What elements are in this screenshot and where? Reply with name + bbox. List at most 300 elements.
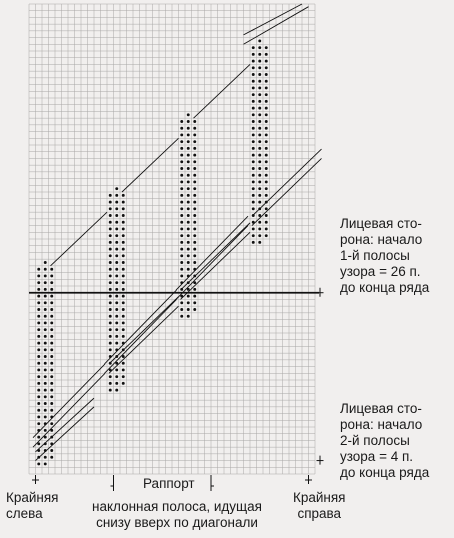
purl-dot <box>122 274 125 277</box>
purl-dot <box>44 348 47 351</box>
edge-stitch-right-label: Крайняя справа <box>293 490 346 521</box>
purl-dot <box>50 355 53 358</box>
purl-dot <box>258 147 261 150</box>
purl-dot <box>187 174 190 177</box>
purl-dot <box>37 429 40 432</box>
purl-dot <box>258 107 261 110</box>
purl-dot <box>122 368 125 371</box>
purl-dot <box>187 241 190 244</box>
purl-dot <box>180 234 183 237</box>
purl-dot <box>115 355 118 358</box>
purl-dot <box>180 295 183 298</box>
purl-dot <box>44 295 47 298</box>
purl-dot <box>115 207 118 210</box>
purl-dot <box>252 140 255 143</box>
purl-dot <box>180 227 183 230</box>
purl-dot <box>109 335 112 338</box>
purl-dot <box>252 207 255 210</box>
purl-dot <box>193 147 196 150</box>
purl-dot <box>122 321 125 324</box>
purl-dot <box>265 194 268 197</box>
purl-dot <box>193 187 196 190</box>
purl-dot <box>44 436 47 439</box>
purl-dot <box>193 301 196 304</box>
purl-dot <box>109 368 112 371</box>
purl-dot <box>50 328 53 331</box>
purl-dot <box>180 147 183 150</box>
purl-dot <box>109 234 112 237</box>
purl-dot <box>115 268 118 271</box>
purl-dot <box>37 409 40 412</box>
purl-dot <box>193 174 196 177</box>
purl-dot <box>180 261 183 264</box>
purl-dot <box>122 234 125 237</box>
purl-dot <box>37 281 40 284</box>
purl-dot <box>187 301 190 304</box>
purl-dot <box>252 93 255 96</box>
edge-stitch-left-label: Крайняя слева <box>6 490 59 521</box>
purl-dot <box>122 227 125 230</box>
purl-dot <box>265 107 268 110</box>
purl-dot <box>180 207 183 210</box>
purl-dot <box>258 214 261 217</box>
purl-dot <box>180 221 183 224</box>
purl-dot <box>122 362 125 365</box>
purl-dot <box>193 295 196 298</box>
purl-dot <box>187 248 190 251</box>
purl-dot <box>187 194 190 197</box>
purl-dot <box>109 241 112 244</box>
repeat-bracket-right <box>211 486 214 491</box>
purl-dot <box>44 301 47 304</box>
purl-dot <box>265 127 268 130</box>
purl-dot <box>122 281 125 284</box>
purl-dot <box>37 308 40 311</box>
purl-dot <box>180 268 183 271</box>
purl-dot <box>37 268 40 271</box>
purl-dot <box>37 442 40 445</box>
purl-dot <box>180 308 183 311</box>
purl-dot <box>187 113 190 116</box>
purl-dot <box>44 321 47 324</box>
purl-dot <box>258 60 261 63</box>
purl-dot <box>252 73 255 76</box>
purl-dot <box>50 389 53 392</box>
purl-dot <box>252 80 255 83</box>
purl-dot <box>193 308 196 311</box>
purl-dot <box>44 442 47 445</box>
purl-dot <box>180 274 183 277</box>
purl-dot <box>109 274 112 277</box>
diagonal-line <box>244 4 303 35</box>
purl-dot <box>193 288 196 291</box>
purl-dot <box>122 261 125 264</box>
purl-dot <box>50 288 53 291</box>
purl-dot <box>187 268 190 271</box>
purl-dot <box>50 395 53 398</box>
purl-dot <box>122 194 125 197</box>
purl-dot <box>44 368 47 371</box>
purl-dot <box>187 315 190 318</box>
purl-dot <box>252 167 255 170</box>
purl-dot <box>115 301 118 304</box>
repeat-label: Раппорт <box>143 476 195 491</box>
purl-dot <box>115 321 118 324</box>
purl-dot <box>109 248 112 251</box>
purl-dot <box>122 288 125 291</box>
purl-dot <box>252 194 255 197</box>
purl-dot <box>258 133 261 136</box>
purl-dot <box>187 261 190 264</box>
diagonal-line <box>252 149 322 216</box>
purl-dot <box>187 147 190 150</box>
purl-dot <box>122 355 125 358</box>
purl-dot <box>122 241 125 244</box>
purl-dot <box>258 194 261 197</box>
purl-dot <box>193 207 196 210</box>
purl-dot <box>115 221 118 224</box>
purl-dot <box>115 382 118 385</box>
purl-dot <box>180 254 183 257</box>
purl-dot <box>44 268 47 271</box>
purl-dot <box>44 335 47 338</box>
purl-dot <box>187 274 190 277</box>
purl-dot <box>37 402 40 405</box>
purl-dot <box>180 180 183 183</box>
purl-dot <box>109 348 112 351</box>
purl-dot <box>258 201 261 204</box>
purl-dot <box>109 281 112 284</box>
purl-dot <box>187 234 190 237</box>
purl-dot <box>37 328 40 331</box>
purl-dot <box>252 107 255 110</box>
purl-dot <box>109 342 112 345</box>
purl-dot <box>109 315 112 318</box>
purl-dot <box>252 120 255 123</box>
purl-dot <box>258 39 261 42</box>
purl-dot <box>44 355 47 358</box>
purl-dot <box>37 288 40 291</box>
purl-dot <box>193 194 196 197</box>
purl-dot <box>115 315 118 318</box>
chart-grid <box>29 4 315 474</box>
purl-dot <box>115 348 118 351</box>
diagonal-line <box>181 223 251 290</box>
purl-dot <box>109 261 112 264</box>
purl-dot <box>37 355 40 358</box>
purl-dot <box>44 429 47 432</box>
purl-dot <box>252 53 255 56</box>
purl-dot <box>265 133 268 136</box>
purl-dot <box>37 321 40 324</box>
purl-dot <box>265 113 268 116</box>
purl-dot <box>50 422 53 425</box>
purl-dot <box>265 154 268 157</box>
purl-dot <box>109 268 112 271</box>
diagonal-line <box>109 297 179 364</box>
purl-dot <box>109 295 112 298</box>
purl-dot <box>115 241 118 244</box>
purl-dot <box>180 160 183 163</box>
purl-dot <box>115 342 118 345</box>
purl-dot <box>122 207 125 210</box>
purl-dot <box>258 174 261 177</box>
purl-dot <box>37 368 40 371</box>
purl-dot <box>50 348 53 351</box>
purl-dot <box>50 368 53 371</box>
purl-dot <box>180 201 183 204</box>
purl-dot <box>50 308 53 311</box>
purl-dot <box>44 395 47 398</box>
purl-dot <box>193 254 196 257</box>
purl-dot <box>252 160 255 163</box>
purl-dot <box>122 254 125 257</box>
annotation-second-stripe: Лицевая сто- рона: начало 2-й полосы узора = 4 п. до конца ряда <box>340 401 430 480</box>
purl-dot <box>50 321 53 324</box>
purl-dot <box>37 415 40 418</box>
purl-dot <box>180 154 183 157</box>
purl-dot <box>44 462 47 465</box>
purl-dot <box>265 207 268 210</box>
purl-dot <box>265 80 268 83</box>
purl-dot <box>109 221 112 224</box>
purl-dot <box>109 194 112 197</box>
purl-dot <box>37 375 40 378</box>
purl-dot <box>265 60 268 63</box>
purl-dot <box>115 248 118 251</box>
purl-dot <box>50 436 53 439</box>
purl-dot <box>44 389 47 392</box>
purl-dot <box>37 301 40 304</box>
purl-dot <box>252 180 255 183</box>
purl-dot <box>180 174 183 177</box>
purl-dot <box>50 335 53 338</box>
purl-dot <box>258 227 261 230</box>
purl-dot <box>252 154 255 157</box>
purl-dot <box>187 127 190 130</box>
purl-dot <box>44 261 47 264</box>
purl-dot <box>180 241 183 244</box>
purl-dot <box>50 281 53 284</box>
purl-dot <box>193 154 196 157</box>
purl-dot <box>265 140 268 143</box>
purl-dot <box>115 368 118 371</box>
purl-dot <box>193 214 196 217</box>
purl-dot <box>258 127 261 130</box>
purl-dot <box>258 100 261 103</box>
purl-dot <box>109 254 112 257</box>
purl-dot <box>265 187 268 190</box>
purl-dot <box>122 375 125 378</box>
purl-dot <box>265 46 268 49</box>
purl-dot <box>44 402 47 405</box>
purl-dot <box>187 295 190 298</box>
purl-dot <box>115 308 118 311</box>
purl-dot <box>180 315 183 318</box>
purl-dot <box>50 429 53 432</box>
purl-dot <box>193 160 196 163</box>
purl-dot <box>265 214 268 217</box>
purl-dot <box>258 221 261 224</box>
purl-dot <box>44 422 47 425</box>
purl-dot <box>37 295 40 298</box>
purl-dot <box>265 160 268 163</box>
purl-dot <box>187 281 190 284</box>
purl-dot <box>50 456 53 459</box>
purl-dot <box>115 375 118 378</box>
purl-dot <box>258 80 261 83</box>
purl-dot <box>252 187 255 190</box>
purl-dot <box>37 422 40 425</box>
purl-dot <box>37 395 40 398</box>
purl-dot <box>258 53 261 56</box>
purl-dot <box>265 234 268 237</box>
purl-dot <box>122 221 125 224</box>
purl-dot <box>115 389 118 392</box>
purl-dot <box>122 301 125 304</box>
purl-dot <box>44 456 47 459</box>
purl-dot <box>193 261 196 264</box>
purl-dot <box>115 194 118 197</box>
purl-dot <box>258 73 261 76</box>
purl-dot <box>258 140 261 143</box>
purl-dot <box>50 362 53 365</box>
purl-dot <box>252 201 255 204</box>
purl-dot <box>252 60 255 63</box>
purl-dot <box>180 133 183 136</box>
purl-dot <box>37 462 40 465</box>
purl-dot <box>187 254 190 257</box>
purl-dot <box>44 342 47 345</box>
purl-dot <box>258 113 261 116</box>
purl-dot <box>115 335 118 338</box>
purl-dot <box>115 328 118 331</box>
purl-dot <box>252 127 255 130</box>
purl-dot <box>37 315 40 318</box>
purl-dot <box>265 73 268 76</box>
purl-dot <box>50 375 53 378</box>
purl-dot <box>193 234 196 237</box>
purl-dot <box>252 133 255 136</box>
purl-dot <box>258 120 261 123</box>
purl-dot <box>180 281 183 284</box>
purl-dot <box>193 221 196 224</box>
purl-dot <box>44 375 47 378</box>
purl-dot <box>44 274 47 277</box>
purl-dot <box>258 86 261 89</box>
purl-dot <box>109 362 112 365</box>
purl-dot <box>115 234 118 237</box>
purl-dot <box>187 167 190 170</box>
purl-dot <box>258 180 261 183</box>
purl-dot <box>187 201 190 204</box>
purl-dot <box>193 140 196 143</box>
purl-dot <box>265 174 268 177</box>
purl-dot <box>122 348 125 351</box>
purl-dot <box>50 442 53 445</box>
purl-dot <box>180 214 183 217</box>
purl-dot <box>37 449 40 452</box>
purl-dot <box>187 140 190 143</box>
purl-dot <box>109 207 112 210</box>
purl-dot <box>122 328 125 331</box>
purl-dot <box>258 160 261 163</box>
purl-dot <box>265 66 268 69</box>
purl-dot <box>37 436 40 439</box>
purl-dot <box>44 308 47 311</box>
purl-dot <box>265 167 268 170</box>
purl-dot <box>37 335 40 338</box>
purl-dot <box>258 241 261 244</box>
purl-dot <box>187 160 190 163</box>
purl-dot <box>258 154 261 157</box>
purl-dot <box>37 274 40 277</box>
purl-dot <box>115 214 118 217</box>
purl-dot <box>180 127 183 130</box>
purl-dot <box>187 133 190 136</box>
purl-dot <box>252 234 255 237</box>
purl-dot <box>258 167 261 170</box>
purl-dot <box>109 214 112 217</box>
purl-dot <box>44 315 47 318</box>
purl-dot <box>193 241 196 244</box>
purl-dot <box>109 328 112 331</box>
purl-dot <box>193 127 196 130</box>
purl-dot <box>265 201 268 204</box>
purl-dot <box>265 221 268 224</box>
purl-dot <box>50 402 53 405</box>
purl-dot <box>115 295 118 298</box>
purl-dot <box>258 207 261 210</box>
purl-dot <box>109 375 112 378</box>
purl-dot <box>180 167 183 170</box>
purl-dot <box>258 187 261 190</box>
purl-dot <box>180 248 183 251</box>
purl-dot <box>265 147 268 150</box>
purl-dot <box>115 187 118 190</box>
purl-dot <box>109 288 112 291</box>
purl-dot <box>252 100 255 103</box>
purl-dot <box>265 93 268 96</box>
purl-dot <box>265 180 268 183</box>
purl-dot <box>122 248 125 251</box>
purl-dot <box>187 187 190 190</box>
purl-dot <box>193 201 196 204</box>
purl-dot <box>44 281 47 284</box>
purl-dot <box>180 194 183 197</box>
purl-dot <box>109 308 112 311</box>
purl-dot <box>193 180 196 183</box>
purl-dot <box>37 382 40 385</box>
purl-dot <box>109 382 112 385</box>
purl-dot <box>252 147 255 150</box>
purl-dot <box>193 274 196 277</box>
purl-dot <box>252 214 255 217</box>
purl-dot <box>44 382 47 385</box>
purl-dot <box>109 227 112 230</box>
repeat-bracket-left <box>111 486 114 491</box>
annotation-first-stripe: Лицевая сто- рона: начало 1-й полосы узора = 26 п. до конца ряда <box>340 216 430 295</box>
purl-dot <box>122 268 125 271</box>
purl-dot <box>50 295 53 298</box>
purl-dot <box>122 335 125 338</box>
purl-dot <box>265 53 268 56</box>
purl-dot <box>109 355 112 358</box>
purl-dot <box>37 362 40 365</box>
purl-dot <box>122 315 125 318</box>
purl-dot <box>252 221 255 224</box>
purl-dot <box>193 167 196 170</box>
